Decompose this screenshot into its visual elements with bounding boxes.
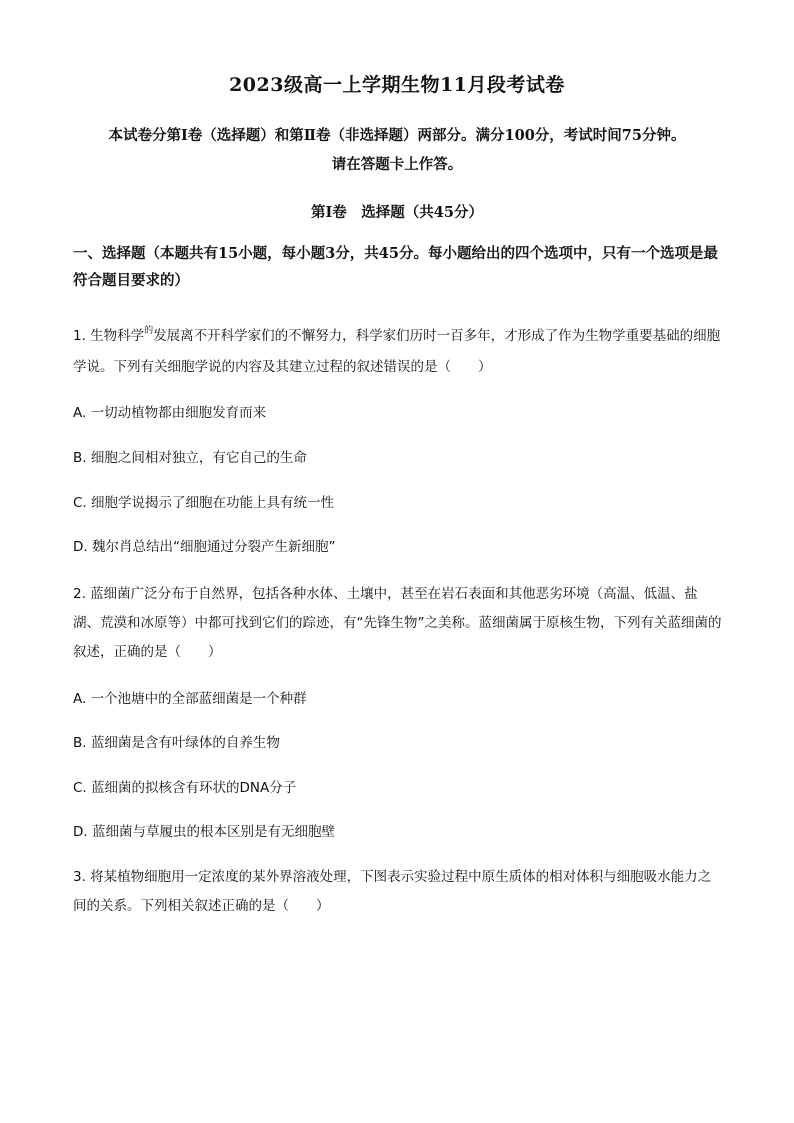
question-1-stem-before: 1. 生物科学: [73, 328, 145, 344]
exam-intro-line-2: 请在答题卡上作答。: [331, 156, 463, 173]
question-2-option-b: B. 蓝细菌是含有叶绿体的自养生物: [73, 735, 280, 751]
section-heading: 第Ⅰ卷 选择题（共45分）: [311, 204, 483, 221]
question-1-option-a: A. 一切动植物都由细胞发育而来: [73, 405, 267, 421]
question-1-stem: [73, 322, 723, 382]
question-2-option-c: C. 蓝细菌的拟核含有环状的DNA分子: [73, 780, 297, 796]
question-1-option-d: D. 魏尔肖总结出“细胞通过分裂产生新细胞”: [73, 539, 336, 555]
question-1-stem-superscript: 的: [144, 326, 154, 336]
exam-title: 2023级高一上学期生物11月段考试卷: [229, 74, 565, 96]
part-heading: 一、选择题（本题共有15小题，每小题3分，共45分。每小题给出的四个选项中，只有一个选项是最符合题目要求的）: [73, 245, 718, 289]
question-3-stem: 3. 将某植物细胞用一定浓度的某外界溶液处理，下图表示实验过程中原生质体的相对体积与细胞吸水能力之间的关系。下列相关叙述正确的是（ ）: [73, 869, 712, 914]
question-2-option-d: D. 蓝细菌与草履虫的根本区别是有无细胞壁: [73, 824, 335, 840]
exam-intro-line-1: 本试卷分第Ⅰ卷（选择题）和第Ⅱ卷（非选择题）两部分。满分100分，考试时间75分钟。: [108, 127, 686, 144]
question-2-stem: 2. 蓝细菌广泛分布于自然界，包括各种水体、土壤中，甚至在岩石表面和其他恶劣环境（高温、低温、盐湖、荒漠和冰原等）中都可找到它们的踪迹，有“先锋生物”之美称。蓝细菌属于原核生物，下列有关蓝细菌的叙述，正确的是（ ）: [73, 586, 722, 660]
question-1-stem-after: 发展离不开科学家们的不懈努力，科学家们历时一百多年，才形成了作为生物学重要基础的细胞学说。下列有关细胞学说的内容及其建立过程的叙述错误的是（ ）: [73, 328, 721, 375]
question-1-option-c: C. 细胞学说揭示了细胞在功能上具有统一性: [73, 495, 335, 511]
question-1-option-b: B. 细胞之间相对独立，有它自己的生命: [73, 450, 307, 466]
question-2-option-a: A. 一个池塘中的全部蓝细菌是一个种群: [73, 691, 307, 707]
